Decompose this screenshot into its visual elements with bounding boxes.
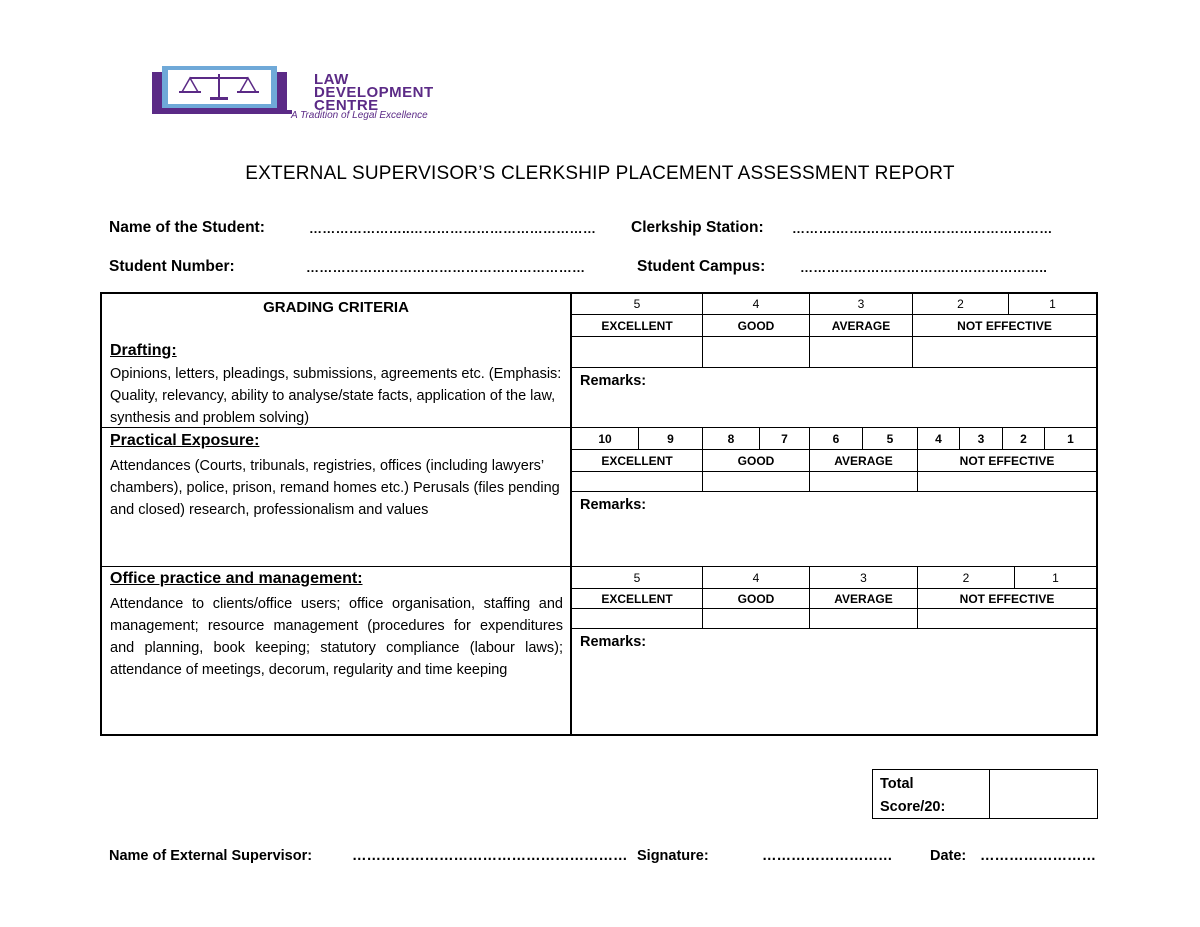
rating-not-effective: NOT EFFECTIVE: [957, 319, 1052, 333]
student-name-field[interactable]: …………………..……………………………………: [309, 221, 597, 236]
supervisor-name-field[interactable]: …………………………………………………: [352, 848, 628, 864]
criterion-title-drafting: Drafting:: [110, 342, 177, 359]
score-6-cell: 6: [832, 432, 840, 446]
grading-criteria-header: GRADING CRITERIA: [263, 299, 409, 316]
rating-excellent: EXCELLENT: [601, 319, 673, 333]
remarks-label-office: Remarks:: [580, 634, 647, 650]
criterion-title-practical-exposure: Practical Exposure:: [110, 432, 260, 449]
score-5-cell: 5: [886, 432, 894, 446]
score-4-cell: 4: [935, 432, 942, 446]
score-2-cell: 2: [957, 297, 964, 311]
logo-line-3: CENTRE: [314, 97, 379, 114]
total-score-box: [872, 769, 1098, 819]
total-score-label: Total Score/20:: [880, 776, 946, 815]
student-number-field[interactable]: ………………………………………………………: [306, 260, 586, 275]
supervisor-name-label: Name of External Supervisor:: [109, 848, 313, 864]
score-4-cell: 4: [752, 571, 760, 585]
score-5-cell: 5: [633, 297, 641, 311]
logo-tagline: A Tradition of Legal Excellence: [291, 110, 428, 121]
signature-field[interactable]: ………………………: [762, 848, 893, 864]
logo-line-2: DEVELOPMENT: [314, 84, 434, 101]
criterion-text-office-practice: Attendance to clients/office users; office organisation, staffing and management; resource management (procedures for expenditures and planning, book keeping; statutory compliance (labour laws); attendance of meetings, decorum, regularity and time keeping: [110, 596, 563, 678]
rating-excellent: EXCELLENT: [601, 592, 673, 606]
law-development-centre-logo: [108, 40, 548, 150]
rating-good: GOOD: [737, 592, 775, 606]
report-title: EXTERNAL SUPERVISOR’S CLERKSHIP PLACEMENT ASSESSMENT REPORT: [245, 163, 955, 184]
score-1-cell: 1: [1052, 571, 1059, 585]
rating-average: AVERAGE: [834, 454, 893, 468]
student-name-label: Name of the Student:: [109, 219, 265, 236]
criterion-text-practical-exposure: Attendances (Courts, tribunals, registries, offices (including lawyers’ chambers), police, prison, remand homes etc.) Perusals (files pending and closed) research, professionalism and values: [110, 458, 560, 518]
rating-excellent: EXCELLENT: [601, 454, 673, 468]
score-5-cell: 5: [633, 571, 641, 585]
rating-average: AVERAGE: [831, 319, 891, 333]
score-2-cell: 2: [962, 571, 970, 585]
date-label: Date:: [930, 848, 967, 864]
criterion-title-office-practice: Office practice and management:: [110, 570, 363, 587]
student-campus-field[interactable]: ………………………………………………..: [800, 260, 1048, 275]
rating-not-effective: NOT EFFECTIVE: [959, 454, 1055, 468]
clerkship-station-label: Clerkship Station:: [631, 219, 764, 236]
score-10-cell: 10: [598, 432, 612, 446]
signature-label: Signature:: [637, 848, 709, 864]
score-9-cell: 9: [667, 432, 674, 446]
score-7-cell: 7: [781, 432, 788, 446]
score-1-cell: 1: [1067, 432, 1074, 446]
rating-not-effective: NOT EFFECTIVE: [959, 592, 1055, 606]
score-3-cell: 3: [857, 297, 865, 311]
grading-table: [100, 292, 1098, 736]
student-campus-label: Student Campus:: [637, 258, 766, 275]
score-8-cell: 8: [727, 432, 735, 446]
rating-good: GOOD: [737, 454, 775, 468]
remarks-label-practical: Remarks:: [580, 497, 647, 513]
rating-good: GOOD: [737, 319, 775, 333]
rating-average: AVERAGE: [834, 592, 893, 606]
student-number-label: Student Number:: [109, 258, 235, 275]
score-3-cell: 3: [977, 432, 985, 446]
remarks-label-drafting: Remarks:: [580, 373, 647, 389]
score-2-cell: 2: [1020, 432, 1027, 446]
scales-of-justice-icon: [152, 66, 292, 116]
logo-line-1: LAW: [314, 71, 349, 88]
score-1-cell: 1: [1049, 297, 1056, 311]
date-field[interactable]: ……………………: [980, 848, 1096, 864]
clerkship-station-field[interactable]: ……….…….……………………………………: [792, 221, 1053, 236]
criterion-text-drafting: Opinions, letters, pleadings, submissions, agreements etc. (Emphasis: Quality, relevancy, ability to analyse/state facts, application of the law, synthesis and problem solving): [110, 366, 562, 426]
score-4-cell: 4: [752, 297, 760, 311]
score-3-cell: 3: [860, 571, 867, 585]
